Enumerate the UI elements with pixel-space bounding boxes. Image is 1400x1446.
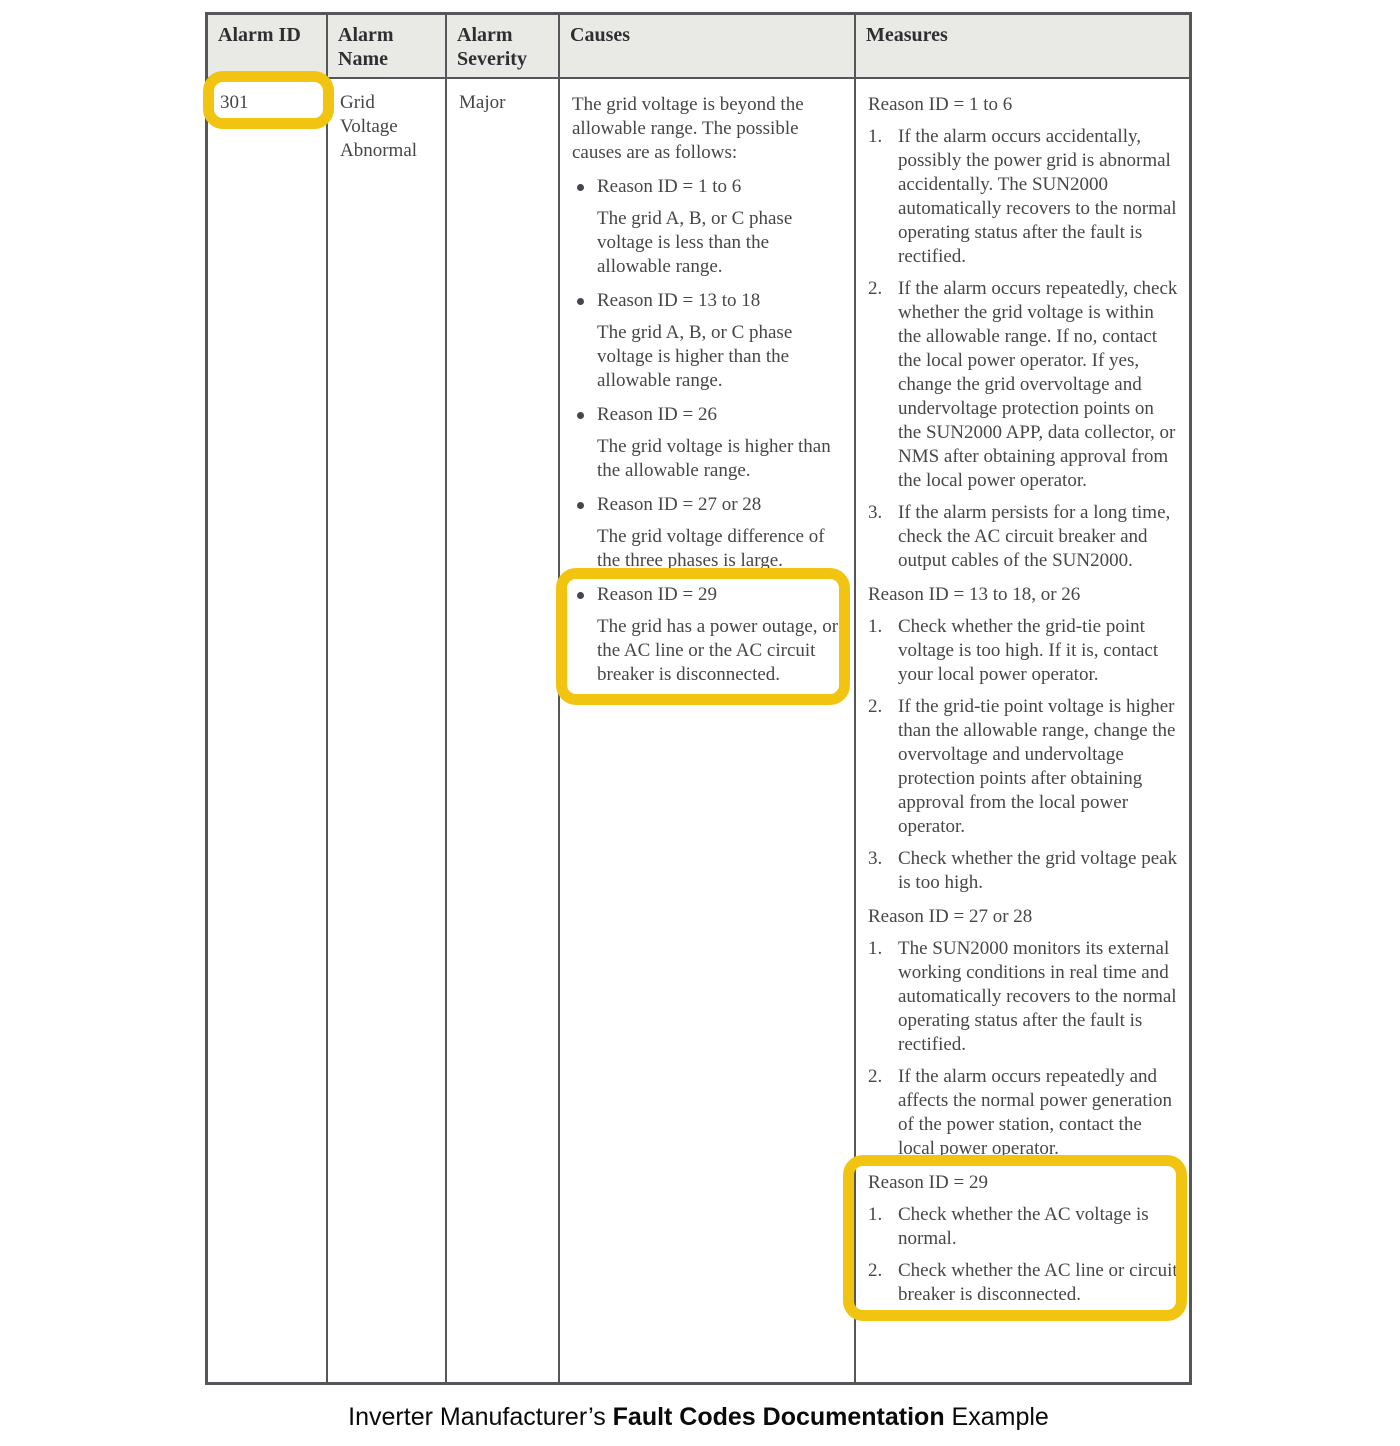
step-number: 2. <box>868 696 883 717</box>
causes-intro: The grid voltage is beyond the allowable range. The possible causes are as follows: <box>572 94 804 163</box>
cause-description: The grid has a power outage, or the AC line or the AC circuit breaker is disconnected. <box>597 616 839 685</box>
step-text: Check whether the AC voltage is normal. <box>898 1204 1149 1249</box>
cause-reason-id: Reason ID = 26 <box>597 404 717 425</box>
measures-reason-id: Reason ID = 27 or 28 <box>868 906 1033 927</box>
header-label: Causes <box>570 24 631 46</box>
alarm-id-value: 301 <box>220 92 249 113</box>
step-text: Check whether the grid voltage peak is too high. <box>898 848 1178 893</box>
caption-suffix: Example <box>944 1403 1049 1431</box>
measure-step <box>868 125 1180 269</box>
step-text: If the alarm occurs repeatedly, check whether the grid voltage is within the allowable range. If no, contact the local power operator. If yes, change the grid overvoltage and undervoltage protection points on the SUN2000 APP, data collector, or NMS after obtaining approval from the local power operator. <box>898 278 1178 491</box>
cause-bullet <box>572 583 842 687</box>
measure-step <box>868 937 1180 1057</box>
step-number: 2. <box>868 1260 883 1281</box>
step-text: If the alarm persists for a long time, check the AC circuit breaker and output cables of the SUN2000. <box>898 502 1171 571</box>
step-text: Check whether the AC line or circuit breaker is disconnected. <box>898 1260 1178 1305</box>
cause-reason-id: Reason ID = 1 to 6 <box>597 176 742 197</box>
causes-bullet-list <box>572 175 842 687</box>
measure-step <box>868 501 1180 573</box>
measures-section <box>868 1171 1180 1307</box>
step-number: 3. <box>868 502 883 523</box>
cell-alarm-id <box>208 79 328 1382</box>
cause-description: The grid voltage is higher than the allowable range. <box>597 436 831 481</box>
measure-step <box>868 1259 1180 1307</box>
bullet-icon <box>577 502 584 509</box>
measure-step <box>868 847 1180 895</box>
header-label: Alarm ID <box>218 24 301 46</box>
cause-bullet <box>572 289 842 393</box>
measure-step <box>868 1203 1180 1251</box>
header-cell-alarm-name <box>328 15 447 79</box>
caption-prefix: Inverter Manufacturer’s <box>348 1403 613 1431</box>
caption-bold: Fault Codes Documentation <box>612 1403 945 1431</box>
step-number: 1. <box>868 616 883 637</box>
cell-causes <box>560 79 856 1382</box>
bullet-icon <box>577 592 584 599</box>
step-number: 2. <box>868 1066 883 1087</box>
step-text: If the grid-tie point voltage is higher than the allowable range, change the overvoltage and undervoltage protection points after obtaining approval from the local power operator. <box>898 696 1176 837</box>
header-label: Alarm Name <box>338 24 394 70</box>
measure-step <box>868 615 1180 687</box>
step-text: The SUN2000 monitors its external working conditions in real time and automatically recovers to the normal operating status after the fault is rectified. <box>898 938 1177 1055</box>
measures-section-list <box>868 93 1180 1307</box>
cause-description: The grid A, B, or C phase voltage is less than the allowable range. <box>597 208 793 277</box>
header-cell-causes <box>560 15 856 79</box>
header-label: Alarm Severity <box>457 24 527 70</box>
cause-bullet <box>572 403 842 483</box>
step-number: 2. <box>868 278 883 299</box>
measures-section <box>868 93 1180 573</box>
figure-caption <box>205 1402 1192 1432</box>
cause-bullet <box>572 493 842 573</box>
measures-section <box>868 583 1180 895</box>
alarm-name-value: Grid Voltage Abnormal <box>340 92 418 161</box>
fault-codes-table <box>205 12 1192 1385</box>
step-text: Check whether the grid-tie point voltage is too high. If it is, contact your local power operator. <box>898 616 1159 685</box>
header-cell-alarm-severity <box>447 15 560 79</box>
header-cell-measures <box>856 15 1189 79</box>
step-text: If the alarm occurs repeatedly and affects the normal power generation of the power station, contact the local power operator. <box>898 1066 1172 1159</box>
step-number: 3. <box>868 848 883 869</box>
measures-reason-id: Reason ID = 1 to 6 <box>868 94 1013 115</box>
cell-alarm-severity <box>447 79 560 1382</box>
measure-step <box>868 695 1180 839</box>
cell-alarm-name <box>328 79 447 1382</box>
cause-description: The grid A, B, or C phase voltage is higher than the allowable range. <box>597 322 793 391</box>
measure-step <box>868 277 1180 493</box>
step-text: If the alarm occurs accidentally, possibly the power grid is abnormal accidentally. The SUN2000 automatically recovers to the normal operating status after the fault is rectified. <box>898 126 1177 267</box>
cause-reason-id: Reason ID = 27 or 28 <box>597 494 762 515</box>
bullet-icon <box>577 184 584 191</box>
step-number: 1. <box>868 1204 883 1225</box>
cause-reason-id: Reason ID = 13 to 18 <box>597 290 761 311</box>
step-number: 1. <box>868 126 883 147</box>
header-label: Measures <box>866 24 948 46</box>
measures-reason-id: Reason ID = 29 <box>868 1172 988 1193</box>
cause-reason-id: Reason ID = 29 <box>597 584 717 605</box>
cause-description: The grid voltage difference of the three phases is large. <box>597 526 825 571</box>
cause-bullet <box>572 175 842 279</box>
alarm-severity-value: Major <box>459 92 506 113</box>
measures-section <box>868 905 1180 1161</box>
cell-measures <box>856 79 1189 1382</box>
bullet-icon <box>577 412 584 419</box>
header-cell-alarm-id <box>208 15 328 79</box>
step-number: 1. <box>868 938 883 959</box>
measure-step <box>868 1065 1180 1161</box>
measures-reason-id: Reason ID = 13 to 18, or 26 <box>868 584 1081 605</box>
bullet-icon <box>577 298 584 305</box>
